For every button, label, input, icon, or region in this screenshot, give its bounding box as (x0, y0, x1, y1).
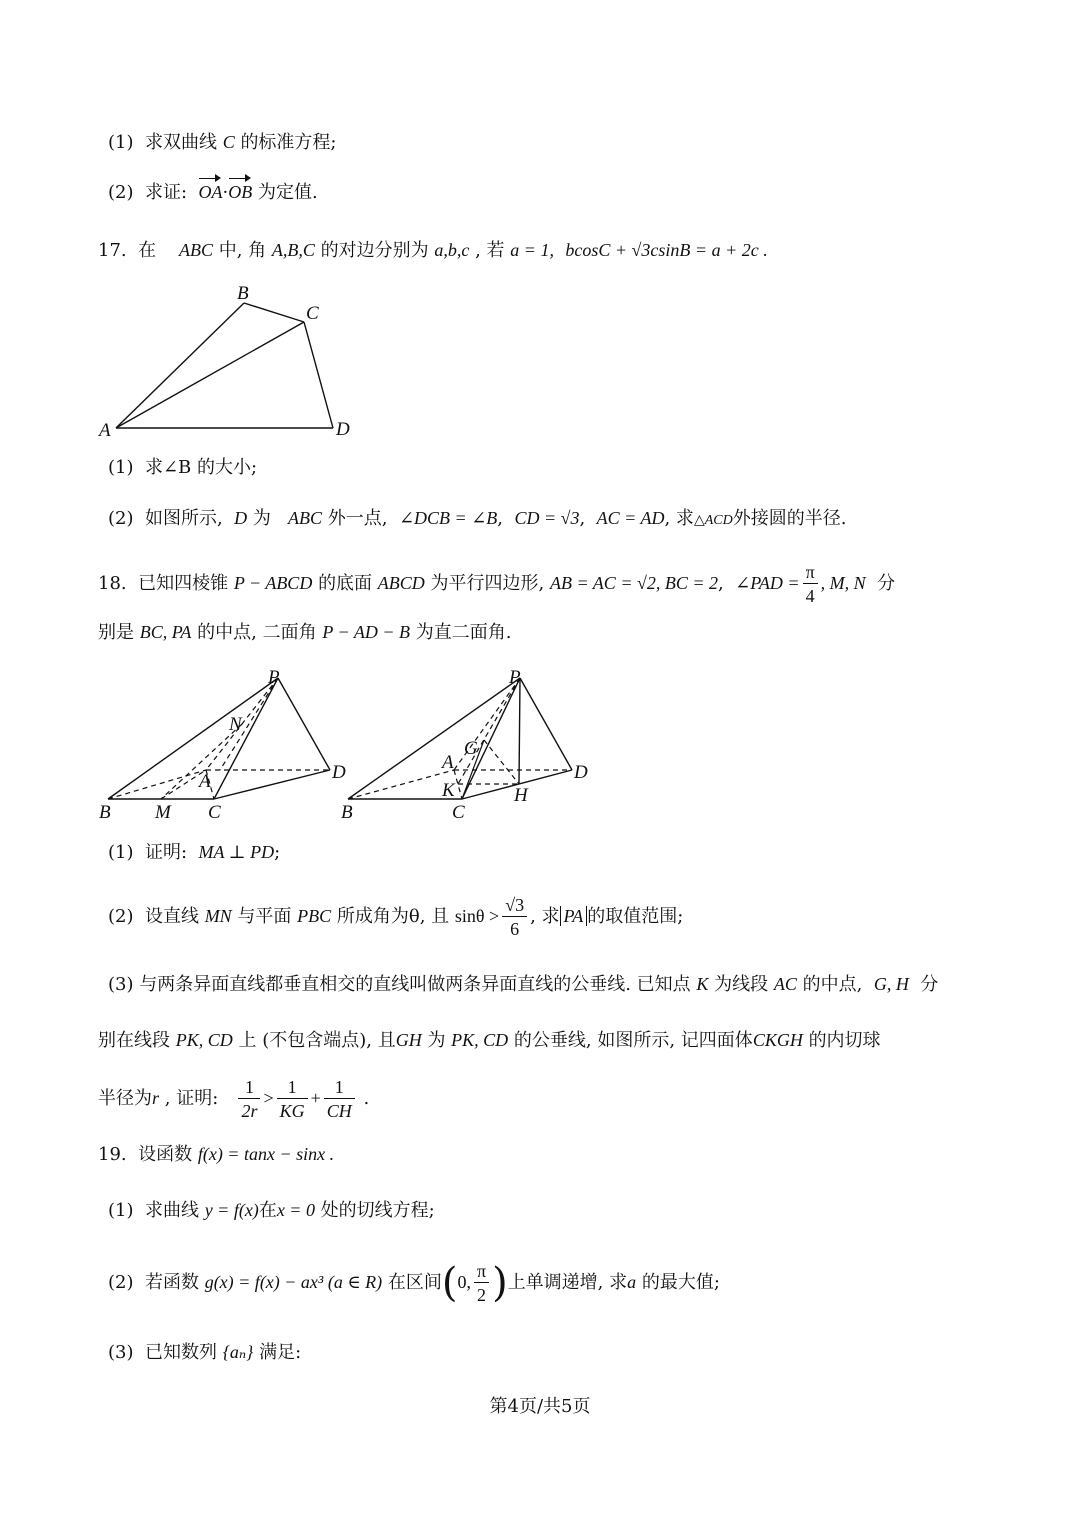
fraction-1-over-ch: $\frac{1}{CH}$ (324, 1076, 355, 1123)
fig2-label-b: B (341, 802, 353, 823)
page-footer: 第4页/共5页 (489, 1396, 591, 1417)
q18-part1: (1) 证明: MA ⊥ PD; (108, 842, 281, 863)
segment-ab (116, 303, 244, 428)
fig1-label-b: B (99, 802, 111, 823)
q16-part1: (1) 求双曲线 C 的标准方程; (108, 132, 337, 153)
fraction-pi-over-2: $\frac{\pi}{2}$ (474, 1260, 489, 1307)
vector-oa: OA (198, 182, 223, 202)
q19-stem: 19. 设函数 f(x) = tanx − sinx . (98, 1144, 335, 1165)
label-b: B (237, 283, 249, 304)
edge-cd (214, 770, 330, 799)
fig2-label-g: G (464, 738, 478, 759)
q18-stem-line2: 别是 BC, PA 的中点, 二面角 P − AD − B 为直二面角. (98, 622, 512, 643)
edge-pk-hidden (458, 678, 520, 784)
edge-pd (520, 678, 572, 770)
edge-pb (108, 678, 278, 799)
edge-pc (214, 678, 278, 799)
segment-cd (304, 322, 333, 428)
q18-part3-line1: (3) 与两条异面直线都垂直相交的直线叫做两条异面直线的公垂线. 已知点 K 为线段 AC 的中点, G, H 分 (108, 974, 939, 995)
q17-part1: (1) 求∠B 的大小; (108, 457, 258, 478)
fraction-sqrt3-over-6: $\frac{√3}{6}$ (502, 894, 527, 941)
fig2-label-a: A (442, 752, 454, 773)
q18-part3-line2: 别在线段 PK, CD 上 (不包含端点), 且GH 为 PK, CD 的公垂线, 如图所示, 记四面体CKGH 的内切球 (98, 1030, 881, 1051)
fig2-label-c: C (452, 802, 465, 823)
fig1-label-m: M (155, 802, 171, 823)
fig1-label-d: D (332, 762, 346, 783)
q17-stem: 17. 在 ABC 中, 角 A,B,C 的对边分别为 a,b,c , 若 a = 1, bcosC + √3csinB = a + 2c . (98, 240, 768, 261)
q16-part2: (2) 求证: OA·OB 为定值. (108, 182, 318, 203)
q18-figure-2 (336, 664, 606, 824)
q19-part3: (3) 已知数列 {aₙ} 满足: (108, 1342, 302, 1363)
fig2-label-p: P (509, 667, 521, 688)
segment-gh-hidden (484, 740, 519, 784)
q18-part2: (2) 设直线 MN 与平面 PBC 所成角为θ, 且 sinθ > $\frac{√3}{6}$ , 求 PA 的取值范围; (108, 894, 684, 939)
edge-ba-hidden (348, 770, 454, 799)
label-c: C (306, 303, 319, 324)
q19-part1: (1) 求曲线 y = f(x)在x = 0 处的切线方程; (108, 1200, 435, 1221)
edge-ba-hidden (108, 770, 206, 799)
q19-part2: (2) 若函数 g(x) = f(x) − ax³ (a ∈ R) 在区间(0, $\frac{\pi}{2}$ )上单调递增, 求a 的最大值; (108, 1260, 720, 1306)
fig2-label-h: H (514, 785, 528, 806)
fig1-label-c: C (208, 802, 221, 823)
segment-ac (116, 322, 304, 428)
fig1-label-a: A (199, 771, 211, 792)
label-d: D (336, 419, 350, 440)
q18-part3-line3: 半径为r , 证明: $\frac{1}{2r}$ > $\frac{1}{KG}$ + $\frac{1}{CH}$ . (98, 1076, 370, 1121)
q17-figure (96, 278, 366, 448)
fig2-label-d: D (574, 762, 588, 783)
q17-part2: (2) 如图所示, D 为 ABC 外一点, ∠DCB = ∠B, CD = √3, AC = AD, 求△ACD外接圆的半径. (108, 508, 847, 529)
edge-pb (348, 678, 520, 799)
vector-ob: OB (228, 182, 253, 202)
fig2-label-k: K (442, 780, 455, 801)
q18-stem-line1: 18. 已知四棱锥 P − ABCD 的底面 ABCD 为平行四边形, AB = AC = √2, BC = 2, ∠PAD = $\frac{\pi}{4}$ , M, N 分 (98, 561, 896, 606)
fig1-label-n: N (229, 714, 242, 735)
edge-ph (519, 678, 520, 784)
fig1-label-p: P (268, 667, 280, 688)
fraction-1-over-2r: $\frac{1}{2r}$ (238, 1076, 260, 1123)
label-a: A (99, 420, 111, 441)
fraction-pi-over-4: $\frac{\pi}{4}$ (803, 561, 818, 608)
q18-figure-1 (96, 664, 356, 824)
segment-bc (244, 303, 304, 322)
edge-pd (278, 678, 330, 770)
fraction-1-over-kg: $\frac{1}{KG}$ (277, 1076, 308, 1123)
